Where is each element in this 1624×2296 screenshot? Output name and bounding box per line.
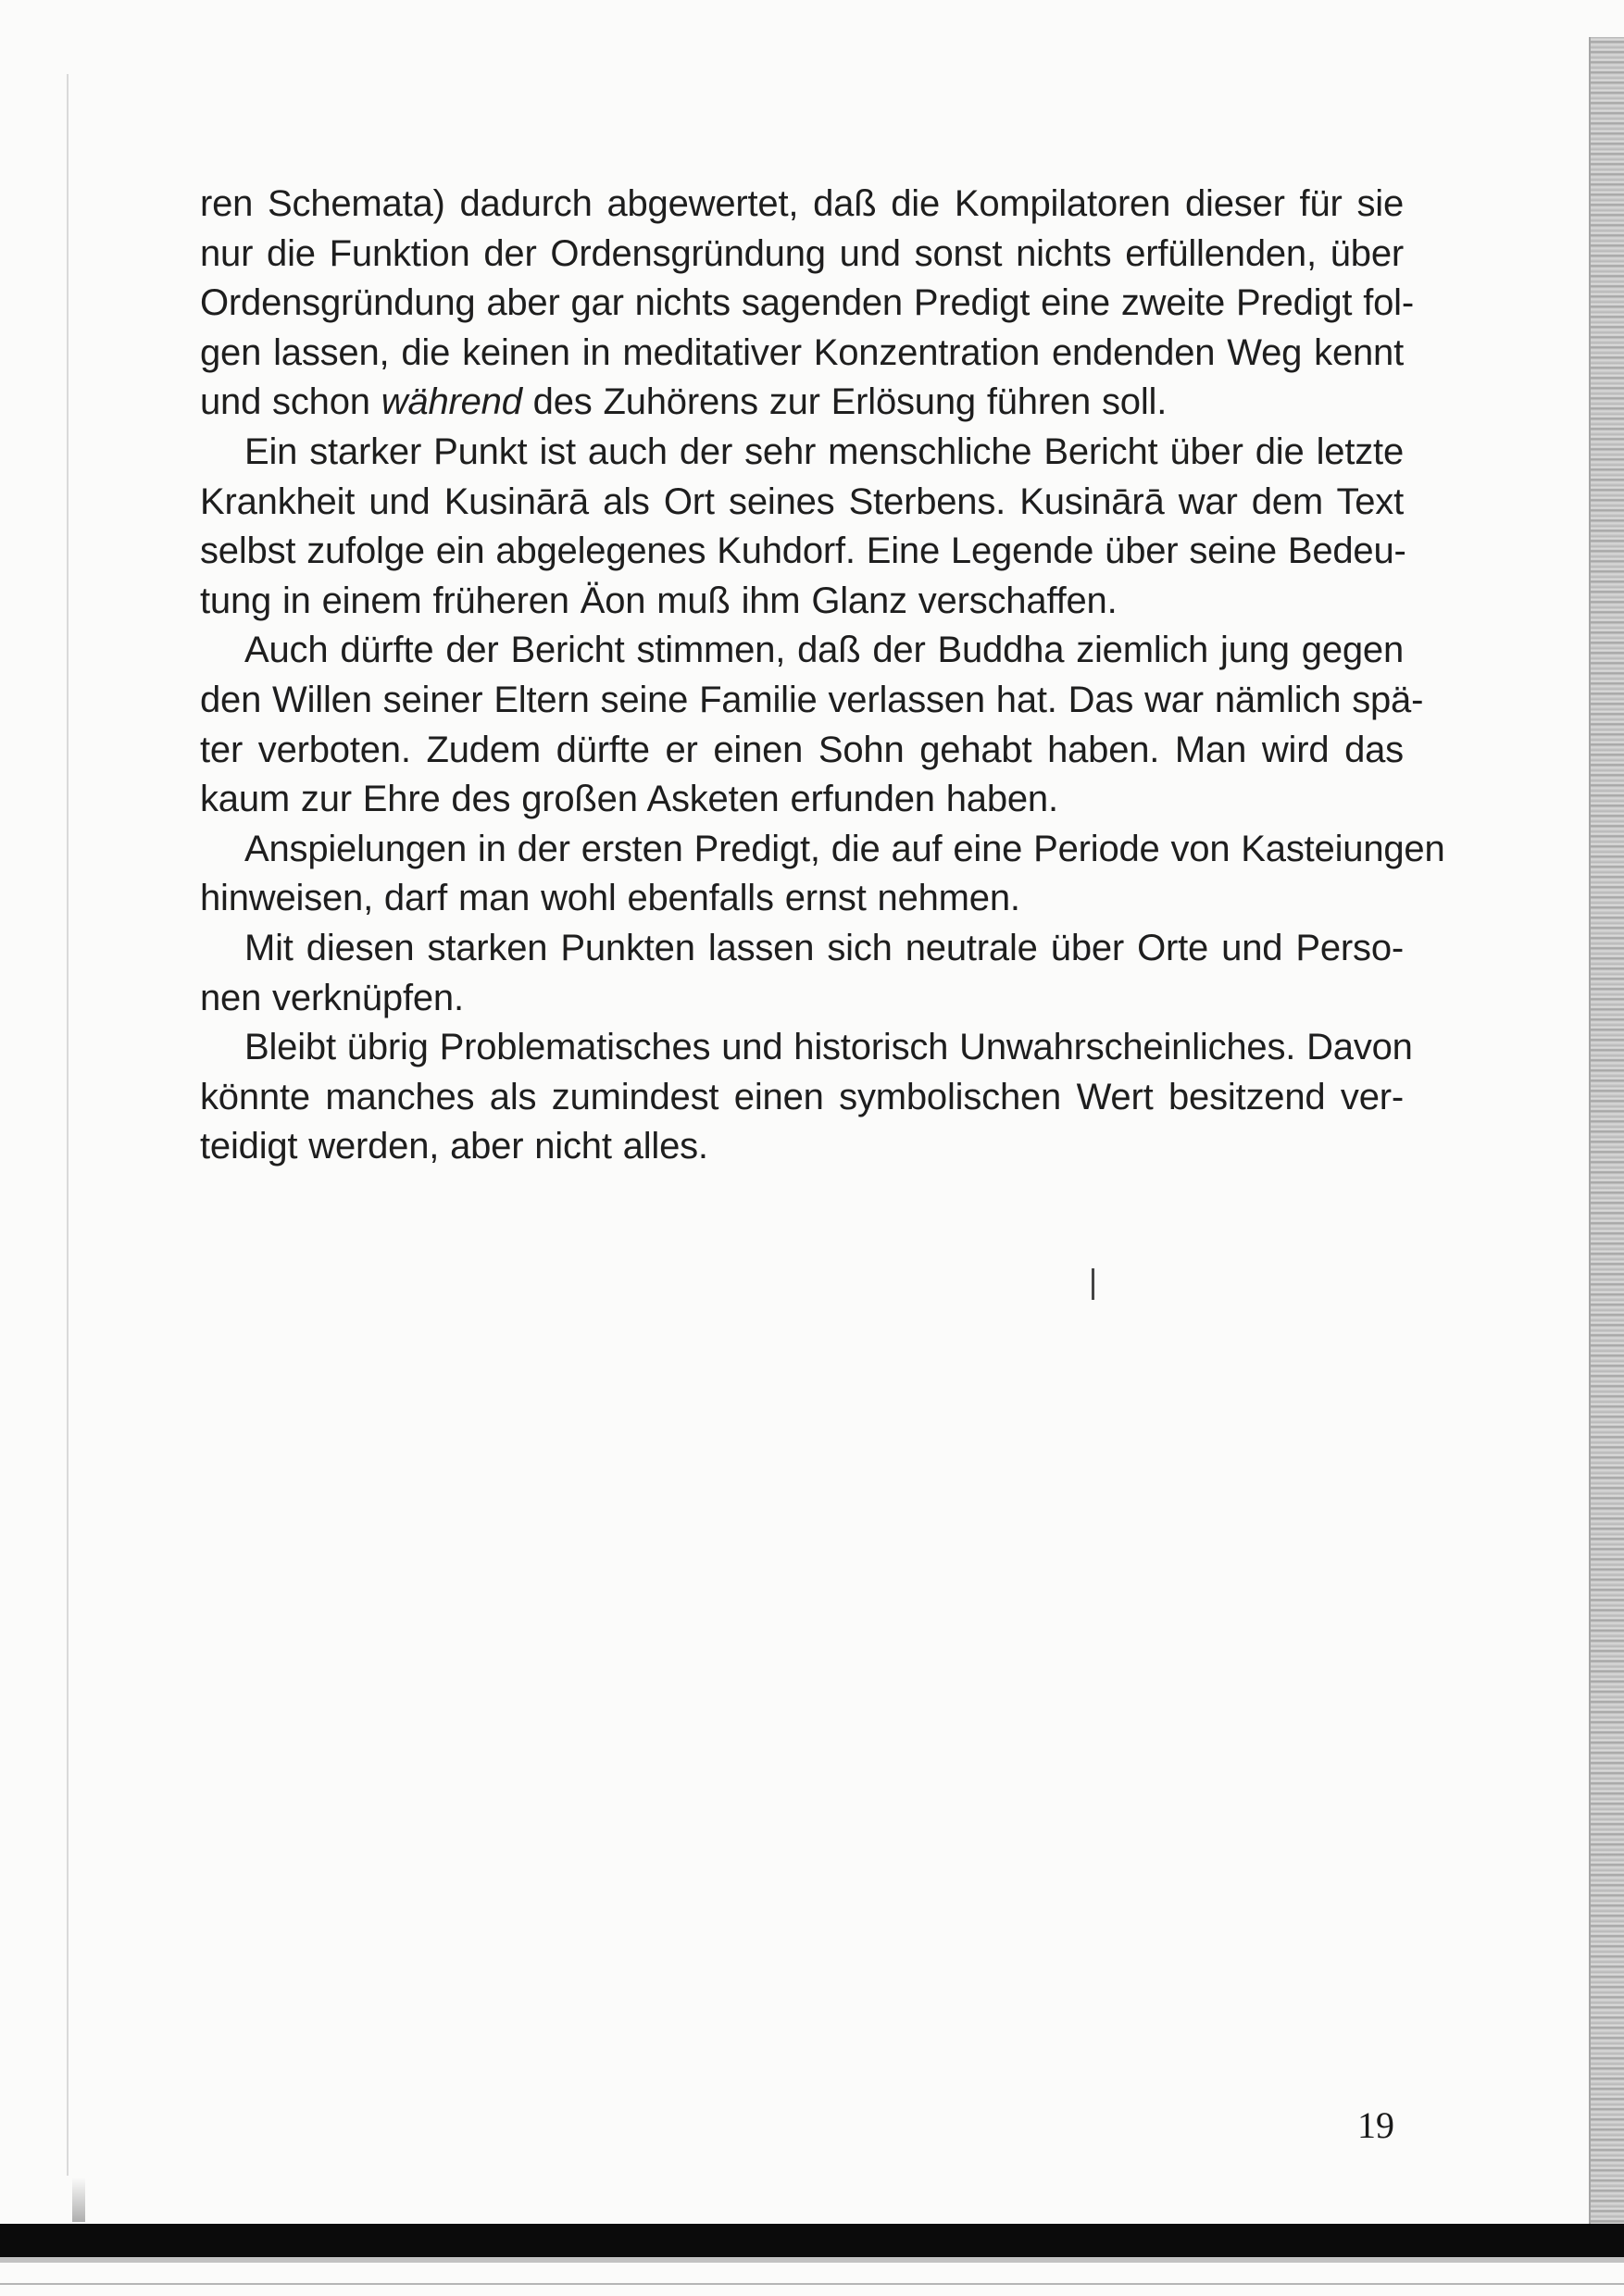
- text-segment: selbst zufolge ein abgelegenes Kuhdorf. Eine Legende über seine Bedeu-: [200, 530, 1406, 572]
- paragraph: [200, 924, 1404, 1023]
- text-line: [200, 230, 1404, 280]
- text-segment: ren Schemata) dadurch abgewertet, daß die Kompilatoren dieser für sie: [200, 183, 1404, 224]
- text-line: [200, 378, 1404, 428]
- text-line: [200, 1073, 1404, 1123]
- scan-bottom-line: [0, 2283, 1624, 2285]
- text-segment: nur die Funktion der Ordensgründung und sonst nichts erfüllenden, über: [200, 232, 1404, 274]
- text-line: [200, 428, 1404, 478]
- text-line: [200, 478, 1404, 528]
- text-segment: Ordensgründung aber gar nichts sagenden Predigt eine zweite Predigt fol-: [200, 282, 1414, 324]
- text-segment: tung in einem früheren Äon muß ihm Glanz verschaffen.: [200, 580, 1118, 621]
- text-line: [200, 676, 1424, 726]
- text-segment: nen verknüpfen.: [200, 977, 464, 1018]
- text-line: [200, 974, 1404, 1024]
- text-segment: hinweisen, darf man wohl ebenfalls ernst nehmen.: [200, 878, 1020, 919]
- body-text: [200, 180, 1445, 1172]
- text-line: [200, 626, 1404, 676]
- paragraph: [200, 428, 1404, 626]
- text-segment: und schon: [200, 381, 381, 423]
- stray-pen-mark: [1092, 1268, 1094, 1300]
- page-number: 19: [1357, 2104, 1394, 2146]
- text-line: [200, 527, 1404, 577]
- scan-left-shadow: [67, 74, 69, 2176]
- text-segment: kaum zur Ehre des großen Asketen erfunden haben.: [200, 779, 1058, 820]
- emphasized-word: während: [381, 381, 522, 423]
- text-segment: Anspielungen in der ersten Predigt, die auf eine Periode von Kasteiungen: [244, 828, 1445, 869]
- text-line: [200, 874, 1404, 924]
- text-segment: Mit diesen starken Punkten lassen sich neutrale über Orte und Perso-: [244, 927, 1404, 968]
- scan-bottom-bar-shadow: [0, 2257, 1624, 2263]
- scan-right-edge: [1591, 37, 1624, 2240]
- scan-binding-smudge: [72, 2177, 85, 2222]
- paragraph: [200, 1023, 1413, 1172]
- text-line: [200, 1122, 1404, 1172]
- paragraph: [200, 180, 1414, 428]
- text-line: [200, 825, 1445, 875]
- text-line: [200, 279, 1414, 329]
- text-segment: des Zuhörens zur Erlösung führen soll.: [521, 381, 1168, 423]
- scan-bottom-bar: [0, 2224, 1624, 2257]
- text-line: [200, 577, 1404, 627]
- text-line: [200, 726, 1404, 776]
- paragraph: [200, 825, 1445, 924]
- text-segment: teidigt werden, aber nicht alles.: [200, 1126, 708, 1167]
- text-line: [200, 924, 1404, 974]
- text-segment: ter verboten. Zudem dürfte er einen Sohn gehabt haben. Man wird das: [200, 729, 1404, 770]
- text-segment: Bleibt übrig Problematisches und historisch Unwahrscheinliches. Davon: [244, 1027, 1413, 1068]
- scan-right-edge-line: [1589, 37, 1591, 2240]
- text-segment: gen lassen, die keinen in meditativer Konzentration endenden Weg kennt: [200, 331, 1404, 373]
- text-segment: könnte manches als zumindest einen symbolischen Wert besitzend ver-: [200, 1076, 1404, 1117]
- text-segment: Ein starker Punkt ist auch der sehr menschliche Bericht über die letzte: [244, 430, 1404, 472]
- text-line: [200, 1023, 1413, 1073]
- text-segment: Krankheit und Kusinārā als Ort seines Sterbens. Kusinārā war dem Text: [200, 480, 1404, 522]
- text-line: [200, 775, 1404, 825]
- text-segment: Auch dürfte der Bericht stimmen, daß der Buddha ziemlich jung gegen: [244, 630, 1404, 671]
- text-segment: den Willen seiner Eltern seine Familie verlassen hat. Das war nämlich spä-: [200, 679, 1424, 720]
- text-line: [200, 329, 1404, 379]
- text-line: [200, 180, 1404, 230]
- paragraph: [200, 626, 1424, 824]
